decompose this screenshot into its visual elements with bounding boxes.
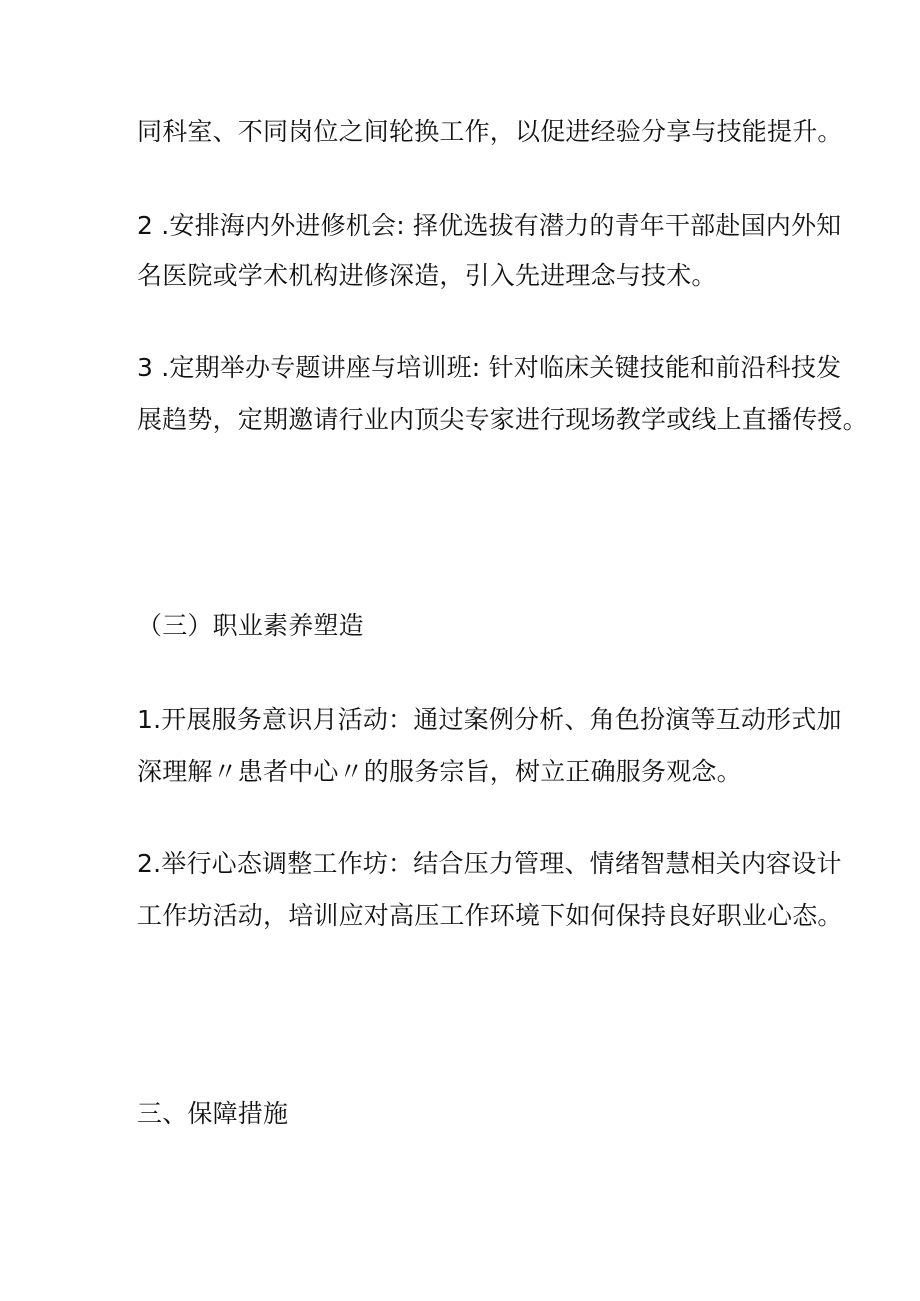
quality-item-1-line-1: 1.开展服务意识月活动：通过案例分析、角色扮演等互动形式加 (137, 705, 842, 734)
list-item-2-line-1: 2 .安排海内外进修机会: 择优选拔有潜力的青年干部赴国内外知 (137, 211, 842, 240)
quality-item-2-line-1: 2.举行心态调整工作坊：结合压力管理、情绪智慧相关内容设计 (137, 849, 842, 878)
list-item-3-line-1: 3 .定期举办专题讲座与培训班: 针对临床关键技能和前沿科技发 (137, 353, 842, 382)
paragraph-line-rotation: 同科室、不同岗位之间轮换工作，以促进经验分享与技能提升。 (137, 117, 843, 146)
list-item-3-line-2: 展趋势，定期邀请行业内顶尖专家进行现场教学或线上直播传授。 (137, 405, 868, 434)
section-heading-professional-quality: （三）职业素养塑造 (137, 611, 364, 640)
list-item-2-line-2: 名医院或学术机构进修深造，引入先进理念与技术。 (137, 261, 717, 290)
quality-item-1-line-2: 深理解〃患者中心〃的服务宗旨，树立正确服务观念。 (137, 757, 742, 786)
section-heading-safeguards: 三、保障措施 (137, 1099, 289, 1128)
quality-item-2-line-2: 工作坊活动，培训应对高压工作环境下如何保持良好职业心态。 (137, 901, 843, 930)
